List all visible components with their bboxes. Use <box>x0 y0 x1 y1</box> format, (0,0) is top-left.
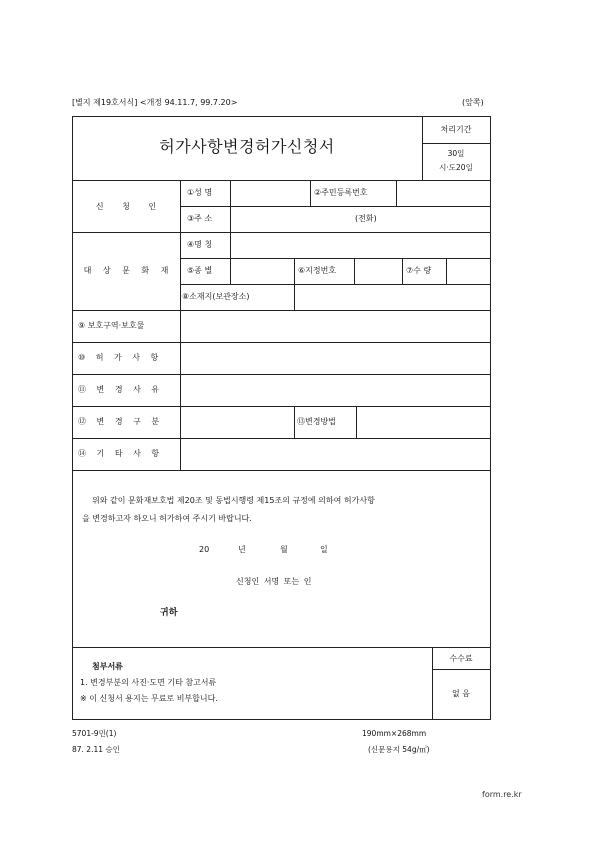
applicant-label: 신 청 인 <box>95 202 157 211</box>
change-reason-label: ⑪ 변 경 사 유 <box>78 385 160 394</box>
permit-items-field[interactable] <box>181 343 490 374</box>
address-label: ③주 소 <box>187 214 213 223</box>
form-reference: [별지 제19호서식] <개정 94.11.7, 99.7.20> <box>72 98 238 107</box>
processing-period-label: 처리기간 <box>440 125 472 134</box>
date-year: 20 <box>199 545 210 554</box>
attachment-note: ※ 이 신청서 용지는 무료로 비부합니다. <box>80 694 218 703</box>
table-top-border <box>72 116 490 117</box>
heritage-label: 대 상 문 화 재 <box>83 266 169 275</box>
declaration-line-1: 위와 같이 문화재보호법 제20조 및 동법시행령 제15조의 규정에 의하여 허가사항 <box>92 496 375 505</box>
quantity-label: ⑦수 량 <box>406 266 432 275</box>
location-label: ⑧소재지(보관장소) <box>182 292 250 301</box>
heritage-name-field[interactable] <box>231 233 490 258</box>
change-method-label: ⑬변경방법 <box>297 417 336 426</box>
paper-size: 190mm×268mm <box>362 729 427 738</box>
permit-items-label: ⑩ 허 가 사 항 <box>78 353 159 362</box>
location-field[interactable] <box>295 285 490 310</box>
attachment-item-1: 1. 변경부분의 사진·도면 기타 참고서류 <box>80 678 217 687</box>
fee-value: 없 음 <box>452 689 470 698</box>
date-year-unit: 년 <box>238 545 246 554</box>
name-label: ①성 명 <box>187 188 213 197</box>
rrn-field[interactable] <box>397 181 490 206</box>
signature-line: 신청인 서명 또는 인 <box>236 577 312 586</box>
change-reason-field[interactable] <box>181 375 490 406</box>
form-title: 허가사항변경허가신청서 <box>159 137 335 156</box>
processing-period-days: 30일 <box>447 149 465 158</box>
table-right-border <box>490 116 491 720</box>
fee-label: 수수료 <box>449 654 473 663</box>
form-code: 5701-9민(1) <box>72 729 117 738</box>
paper-type: (신문용지 54g/㎡) <box>368 745 430 754</box>
heritage-name-label: ④명 칭 <box>187 240 213 249</box>
designation-number-field[interactable] <box>355 259 402 284</box>
heritage-type-field[interactable] <box>231 259 294 284</box>
change-category-label: ⑫ 변 경 구 분 <box>78 417 160 426</box>
date-month-unit: 월 <box>280 545 288 554</box>
other-matters-field[interactable] <box>181 439 490 470</box>
name-field[interactable] <box>231 181 310 206</box>
date-day-unit: 일 <box>320 545 328 554</box>
protection-zone-label: ⑨ 보호구역·보호물 <box>78 321 145 330</box>
processing-period-province: 시·도20일 <box>439 163 473 172</box>
other-matters-label: ⑭ 기 타 사 항 <box>78 449 160 458</box>
site-watermark: form.re.kr <box>482 790 522 799</box>
change-category-field[interactable] <box>181 407 294 438</box>
approval-date: 87. 2.11 승인 <box>72 745 120 754</box>
declaration-line-2: 을 변경하고자 하오니 허가하여 주시기 바랍니다. <box>82 514 252 523</box>
table-bottom-border <box>72 719 490 720</box>
page-side-label: (앞쪽) <box>462 98 484 107</box>
attachments-heading: 첨부서류 <box>92 662 123 671</box>
designation-number-label: ⑥지정번호 <box>298 266 337 275</box>
phone-label: (전화) <box>355 214 377 223</box>
protection-zone-field[interactable] <box>181 311 490 342</box>
rrn-label: ②주민등록번호 <box>314 188 368 197</box>
quantity-field[interactable] <box>447 259 490 284</box>
heritage-type-label: ⑤종 별 <box>187 266 213 275</box>
addressee: 귀하 <box>160 608 178 618</box>
change-method-field[interactable] <box>357 407 490 438</box>
